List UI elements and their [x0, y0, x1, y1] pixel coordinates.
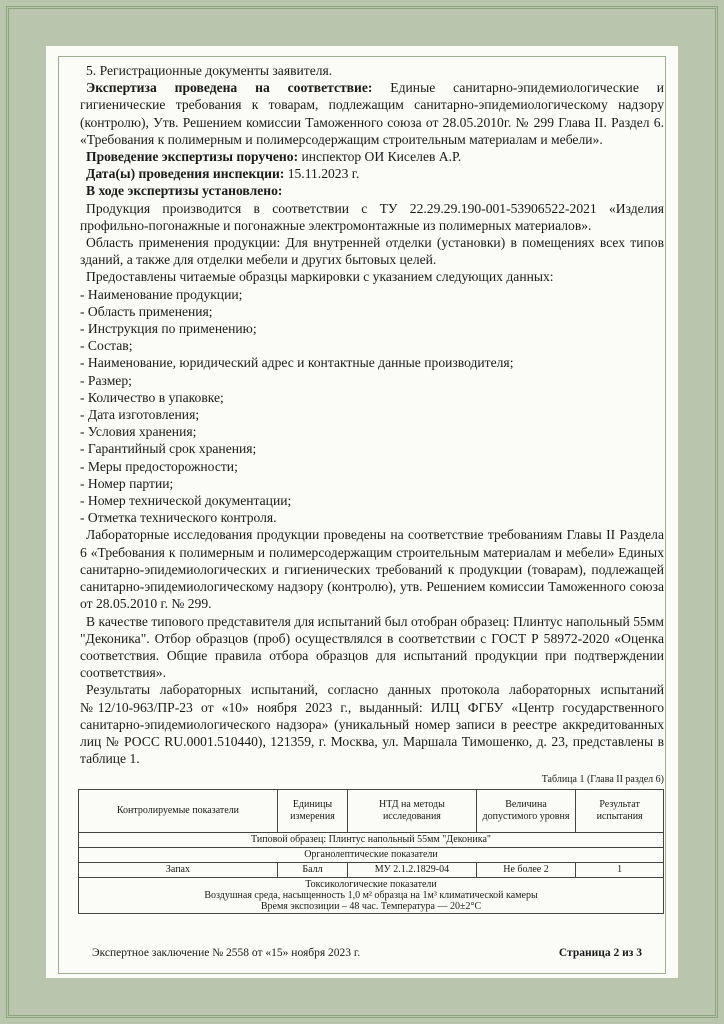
table-row — [79, 832, 664, 847]
table-caption: Таблица 1 (Глава II раздел 6) — [541, 774, 664, 786]
assigned — [80, 148, 664, 165]
list-item: - Наименование, юридический адрес и контактные данные производителя; — [80, 355, 514, 371]
table-row — [79, 847, 664, 862]
paragraph-1: Продукция производится в соответствии с ТУ 22.29.29.190-001-53906522-2021 «Изделия профильно-погонажные и погонажные электромонтажные из полимерных материалов». — [80, 200, 664, 233]
table-cell: Запах — [79, 862, 278, 877]
found-label: В ходе экспертизы установлено: — [86, 183, 283, 199]
toxicology-title: Токсикологические показатели — [305, 878, 437, 890]
page-number: Страница 2 из 3 — [558, 947, 642, 959]
table-cell: 1 — [576, 862, 664, 877]
list-item: - Состав; — [80, 338, 133, 354]
header-cell: Результат испытания — [576, 789, 664, 832]
list-item: - Номер технической документации; — [80, 493, 292, 509]
item-5: 5. Регистрационные документы заявителя. — [86, 63, 333, 78]
table-row — [79, 862, 664, 877]
header-cell: Контролируемые показатели — [79, 789, 278, 832]
list-item: - Дата изготовления; — [80, 407, 200, 423]
table-header-row — [79, 789, 664, 832]
list-item: - Меры предосторожности; — [80, 458, 238, 474]
list-item: - Гарантийный срок хранения; — [80, 441, 257, 457]
list-item: - Инструкция по применению; — [80, 321, 257, 337]
page-footer — [92, 947, 642, 959]
date-label: Дата(ы) проведения инспекции: — [86, 166, 285, 182]
list-item: - Отметка технического контроля. — [80, 510, 277, 526]
organoleptic-cell: Органолептические показатели — [79, 847, 664, 862]
header-cell: НТД на методы исследования — [348, 789, 477, 832]
marking-list — [80, 286, 664, 527]
expertise-label: Экспертиза проведена на соответствие: — [86, 80, 373, 96]
table-cell: Балл — [277, 862, 347, 877]
header-cell: Величина допустимого уровня — [476, 789, 575, 832]
header-cell: Единицы измерения — [277, 789, 347, 832]
expertise-text: Единые санитарно-эпидемиологические и гигиенические требования к товарам, подлежащим санитарно-эпидемиологическому надзору (контролю), Утв. Решением комиссии Таможенного союза от 28.05.2010г. № 299 Глава II. Раздел 6. «Требования к полимерным и полимерсодержащим строительным материалам и мебели». — [80, 80, 665, 147]
date-text: 15.11.2023 г. — [284, 166, 360, 182]
toxicology-medium: Воздушная среда, насыщенность 1,0 м² образца на 1м³ климатической камеры — [204, 889, 538, 901]
list-item: - Область применения; — [80, 303, 213, 319]
expertise-basis — [80, 79, 664, 148]
paragraph-2: Область применения продукции: Для внутренней отделки (установки) в помещениях всех типов зданий, а также для отделки мебели и других бытовых целей. — [80, 235, 664, 268]
table-cell: Не более 2 — [476, 862, 575, 877]
list-item: - Размер; — [80, 372, 132, 388]
inspection-date — [80, 165, 664, 182]
list-item: - Условия хранения; — [80, 424, 197, 440]
list-item: - Номер партии; — [80, 475, 174, 491]
assigned-label: Проведение экспертизы поручено: — [86, 149, 299, 165]
toxicology-exposure: Время экспозиции – 48 час. Температура — 20±2°С — [260, 900, 482, 912]
toxicology-cell — [79, 877, 664, 913]
paragraph-3: Предоставлены читаемые образцы маркировки с указанием следующих данных: — [86, 269, 554, 285]
results-table — [78, 789, 664, 914]
paragraph-6: Результаты лабораторных испытаний, согласно данных протокола лабораторных испытаний №12/10-963/ПР-23 от «10» ноября 2023 г., выданный: ИЛЦ ФГБУ «Центр государственного санитарно-эпидемиологического надзора» (уникальный номер записи в реестре аккредитованных лиц № РОСС RU.0001.510440), 121359, г. Москва, ул. Маршала Тимошенко, д. 23, представлены в таблице 1. — [80, 682, 664, 767]
sample-cell: Типовой образец: Плинтус напольный 55мм "Деконика" — [79, 832, 664, 847]
list-item: - Наименование продукции; — [80, 286, 243, 302]
found-heading — [80, 182, 664, 199]
table-row — [79, 877, 664, 913]
list-item: - Количество в упаковке; — [80, 389, 224, 405]
paragraph-5: В качестве типового представителя для испытаний был отобран образец: Плинтус напольный 55мм "Деконика". Отбор образцов (проб) осуществлялся в соответствии с ГОСТ Р 58972-2020 «Оценка соответствия. Общие правила отбора образцов для испытаний продукции при подтверждении соответствия». — [80, 613, 664, 681]
footer-document-ref: Экспертное заключение № 2558 от «15» ноября 2023 г. — [92, 947, 361, 959]
table-cell: МУ 2.1.2.1829-04 — [348, 862, 477, 877]
paragraph-4: Лабораторные исследования продукции проведены на соответствие требованиям Главы II Раздела 6 «Требования к полимерным и полимерсодержащим строительным материалам и мебели» Единых санитарно-эпидемиологических и гигиенических требований к продукции (товарам), подлежащей санитарно-эпидемиологическому надзору (контролю), утв. Решением комиссии Таможенного союза от 28.05.2010 г. № 299. — [80, 527, 664, 612]
assigned-text: инспектор ОИ Киселев А.Р. — [298, 149, 462, 165]
document-body — [80, 62, 664, 914]
